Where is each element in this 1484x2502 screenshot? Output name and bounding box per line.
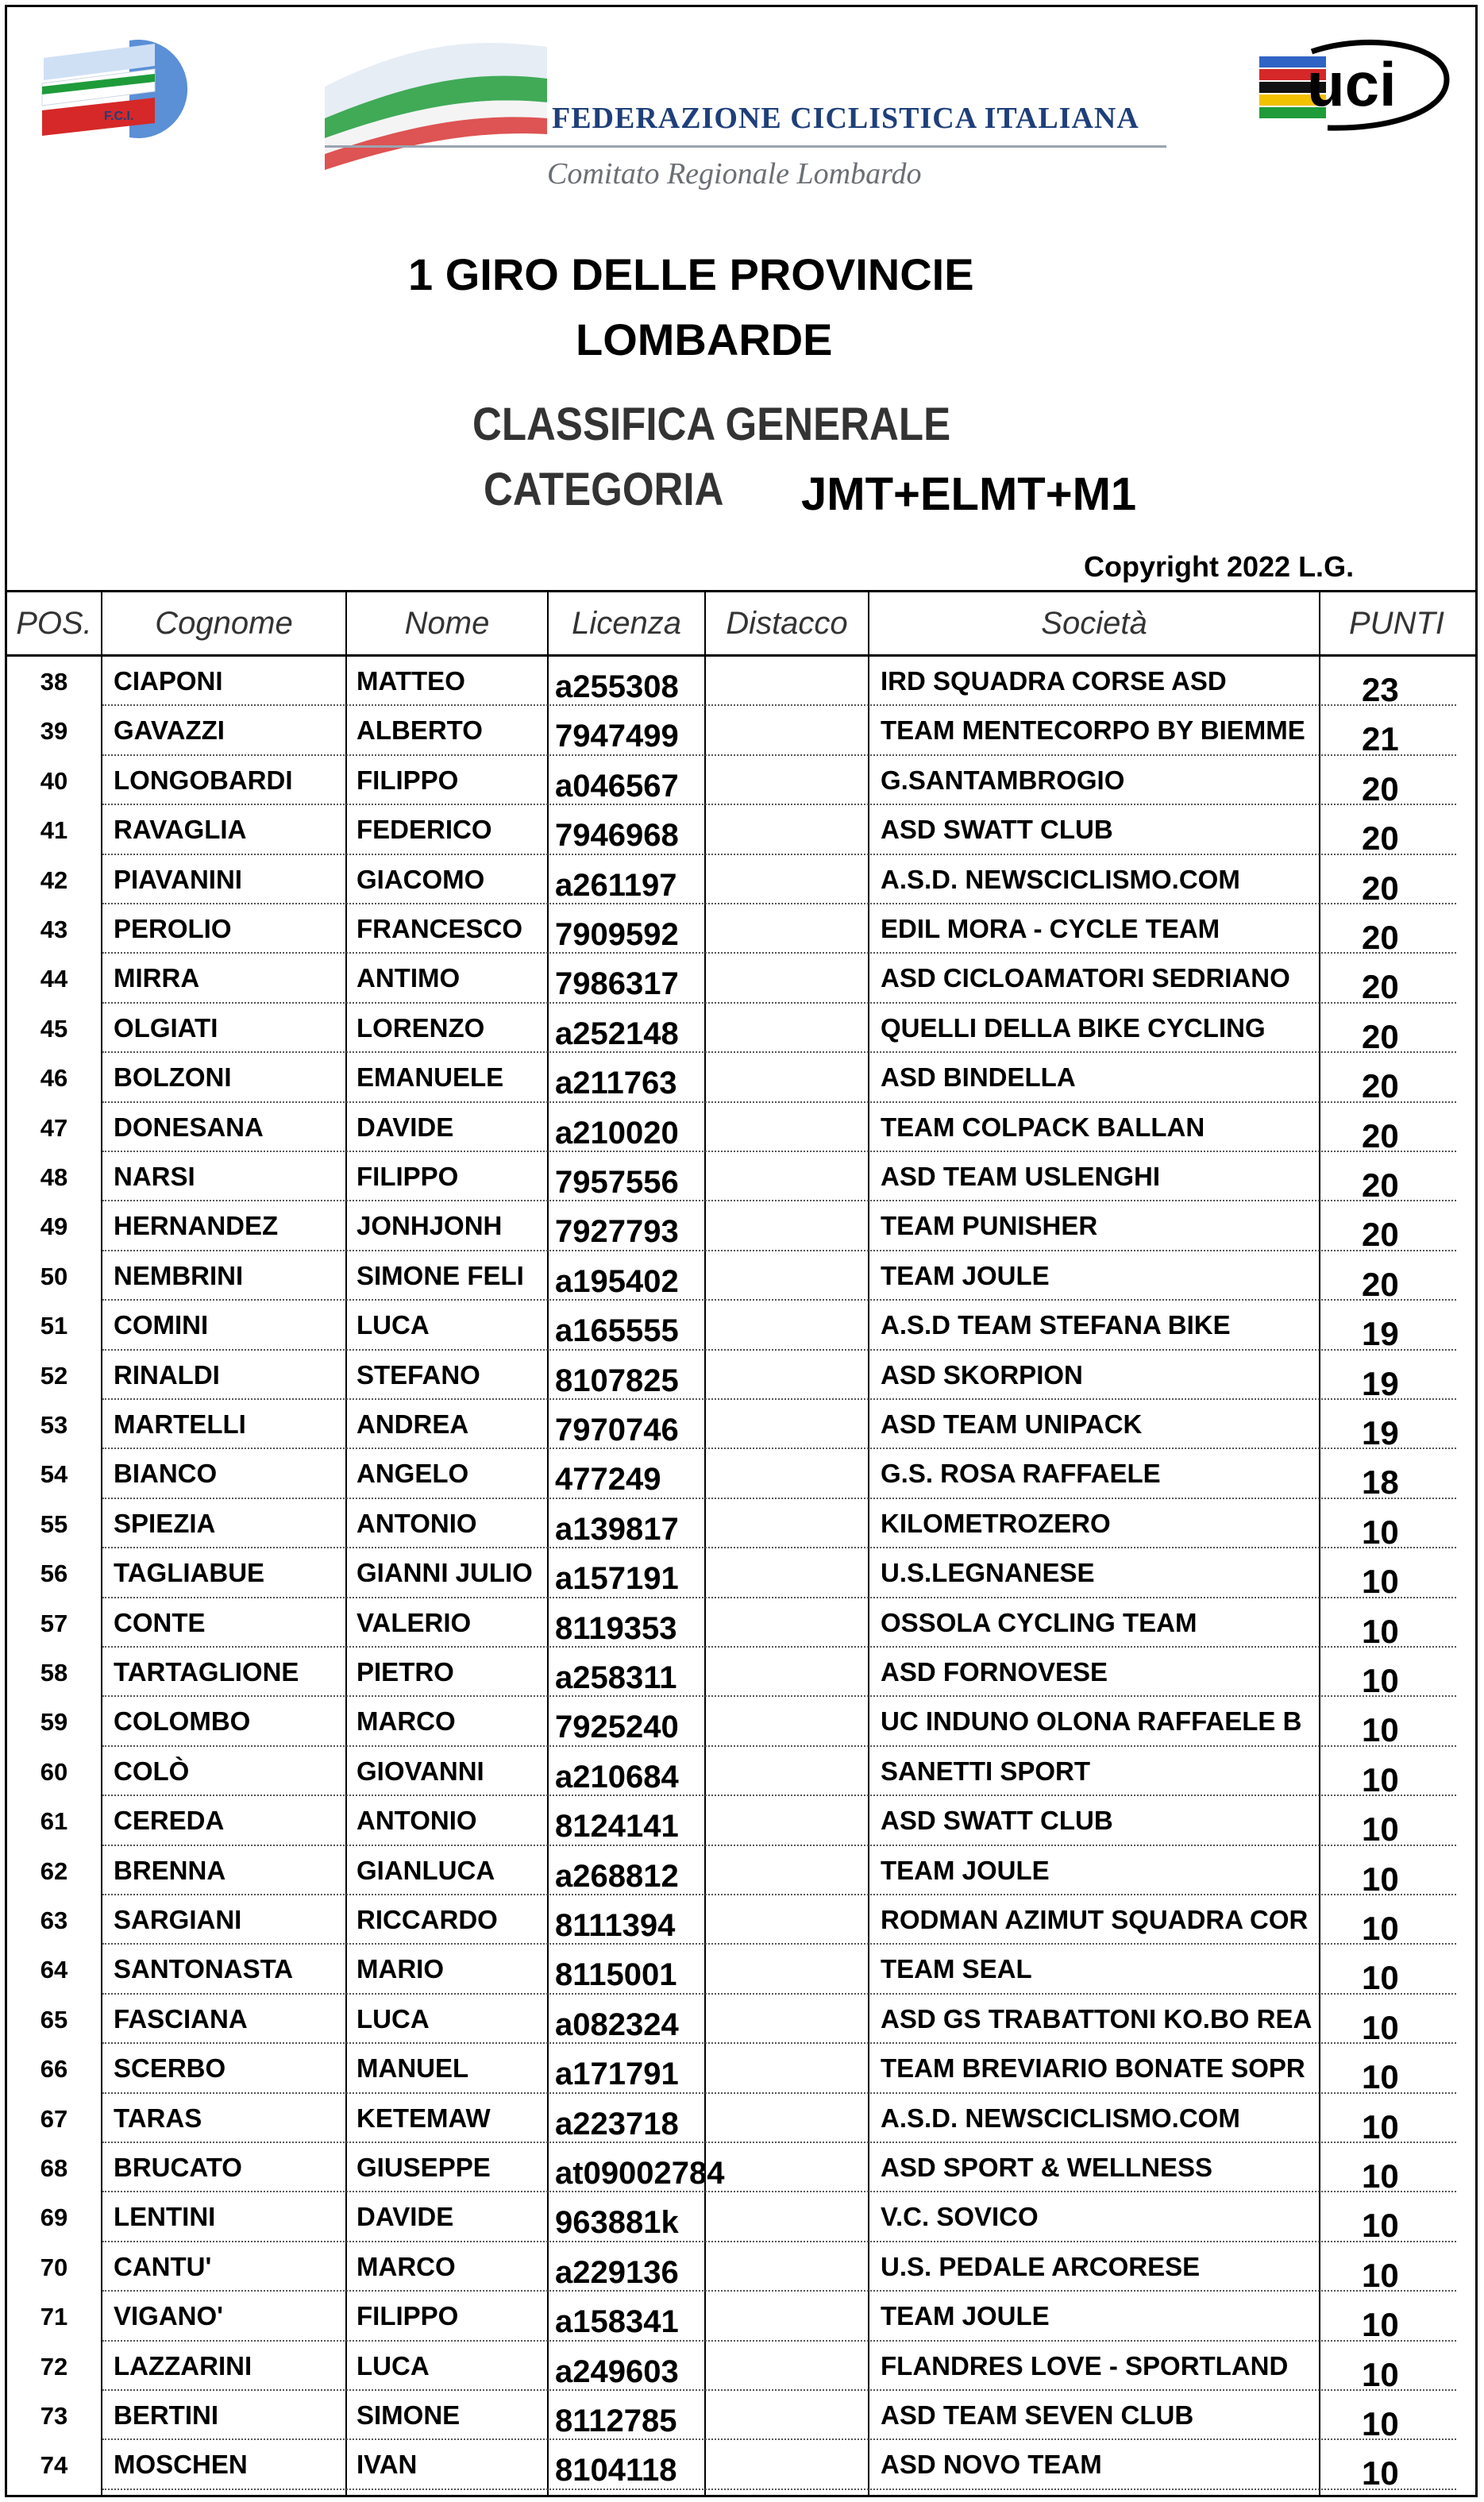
cell-licenza: a229136 xyxy=(555,2254,679,2290)
cell-cognome: MOSCHEN xyxy=(114,2450,248,2480)
cell-pos: 47 xyxy=(40,1113,68,1142)
cell-punti: 10 xyxy=(1362,1959,1399,1997)
cell-pos: 46 xyxy=(40,1064,68,1093)
cell-societa: TEAM COLPACK BALLAN xyxy=(881,1112,1205,1142)
cell-punti: 10 xyxy=(1362,2306,1399,2344)
cell-societa: V.C. SOVICO xyxy=(881,2202,1039,2232)
table-row xyxy=(7,1251,1475,1301)
cell-pos: 52 xyxy=(40,1361,68,1390)
cell-punti: 10 xyxy=(1362,2157,1399,2195)
table-row xyxy=(7,1598,1475,1648)
cell-punti: 10 xyxy=(1362,1563,1399,1601)
cell-licenza: a210020 xyxy=(555,1115,679,1151)
cell-cognome: LAZZARINI xyxy=(114,2350,252,2381)
cell-pos: 66 xyxy=(40,2055,68,2084)
cell-societa: ASD CICLOAMATORI SEDRIANO xyxy=(881,963,1290,993)
cell-societa: ASD BINDELLA xyxy=(881,1062,1076,1093)
cell-licenza: a171791 xyxy=(555,2057,679,2092)
table-row xyxy=(7,1103,1475,1155)
column-header-distacco: Distacco xyxy=(726,606,848,641)
cell-nome: SIMONE FELI xyxy=(357,1260,524,1290)
cell-nome: FILIPPO xyxy=(357,765,459,795)
cell-cognome: BRENNA xyxy=(114,1855,226,1885)
cell-societa: KILOMETROZERO xyxy=(881,1508,1111,1538)
cell-punti: 10 xyxy=(1362,1760,1399,1798)
cell-licenza: 7927793 xyxy=(555,1214,679,1250)
cell-punti: 10 xyxy=(1362,2207,1399,2245)
cell-licenza: a158341 xyxy=(555,2304,679,2340)
cell-cognome: FASCIANA xyxy=(114,2003,248,2034)
cell-nome: MARCO xyxy=(357,2251,456,2281)
cell-licenza: 7970746 xyxy=(555,1413,679,1448)
cell-societa: A.S.D TEAM STEFANA BIKE xyxy=(881,1310,1231,1340)
cell-pos: 62 xyxy=(40,1856,68,1885)
cell-nome: ANTONIO xyxy=(357,1508,477,1538)
table-header xyxy=(7,590,1475,657)
cell-cognome: OLGIATI xyxy=(114,1012,218,1043)
cell-nome: MARCO xyxy=(357,1706,456,1737)
table-row xyxy=(7,1499,1475,1551)
cell-licenza: 7925240 xyxy=(555,1710,679,1745)
cell-pos: 72 xyxy=(40,2352,68,2381)
cell-cognome: BRUCATO xyxy=(114,2153,242,2182)
cell-nome: ANDREA xyxy=(357,1409,469,1439)
table-row xyxy=(7,657,1475,706)
cell-punti: 19 xyxy=(1362,1414,1399,1451)
cell-pos: 55 xyxy=(40,1509,68,1538)
cell-cognome: HERNANDEZ xyxy=(114,1211,279,1241)
cell-societa: QUELLI DELLA BIKE CYCLING xyxy=(881,1012,1266,1043)
cell-licenza: a249603 xyxy=(555,2354,679,2389)
cell-nome: LUCA xyxy=(357,1310,430,1340)
cell-licenza: a223718 xyxy=(555,2106,679,2142)
cell-cognome: TAGLIABUE xyxy=(114,1558,265,1588)
cell-nome: FEDERICO xyxy=(357,815,492,845)
cell-cognome: VIGANO' xyxy=(114,2301,224,2331)
committee-name: Comitato Regionale Lombardo xyxy=(547,157,922,191)
cell-nome: KETEMAW xyxy=(357,2103,491,2133)
cell-cognome: BERTINI xyxy=(114,2400,218,2430)
cell-licenza: 8111394 xyxy=(555,1908,676,1943)
cell-societa: SANETTI SPORT xyxy=(881,1756,1091,1786)
cell-pos: 70 xyxy=(40,2253,68,2281)
table-row xyxy=(7,1548,1475,1601)
cell-pos: 68 xyxy=(40,2154,68,2182)
cell-licenza: 7909592 xyxy=(555,917,679,952)
cell-societa: U.S. PEDALE ARCORESE xyxy=(881,2251,1201,2281)
table-row xyxy=(7,2342,1475,2391)
cell-societa: TEAM JOULE xyxy=(881,1260,1050,1290)
cell-societa: FLANDRES LOVE - SPORTLAND xyxy=(881,2350,1289,2381)
cell-societa: ASD TEAM SEVEN CLUB xyxy=(881,2400,1194,2430)
cell-punti: 10 xyxy=(1362,2008,1399,2046)
cell-cognome: DONESANA xyxy=(114,1112,264,1142)
cell-pos: 60 xyxy=(40,1757,68,1786)
cell-pos: 40 xyxy=(40,766,68,795)
table-row xyxy=(7,2044,1475,2096)
cell-cognome: PIAVANINI xyxy=(114,864,242,894)
table-row xyxy=(7,954,1475,1006)
cell-licenza: 8112785 xyxy=(555,2404,677,2438)
cell-nome: RICCARDO xyxy=(357,1905,498,1934)
cell-licenza: 7986317 xyxy=(555,966,679,1002)
table-row xyxy=(7,1747,1475,1796)
cell-licenza: a210684 xyxy=(555,1759,679,1795)
cell-societa: TEAM PUNISHER xyxy=(881,1211,1098,1241)
cell-pos: 59 xyxy=(40,1708,68,1737)
cell-licenza: a139817 xyxy=(555,1511,679,1547)
cell-societa: ASD GS TRABATTONI KO.BO REA xyxy=(881,2003,1312,2034)
cell-pos: 71 xyxy=(40,2303,68,2331)
cell-nome: LUCA xyxy=(357,2350,430,2381)
cell-nome: DAVIDE xyxy=(357,2202,454,2232)
cell-pos: 57 xyxy=(40,1609,68,1637)
cell-licenza: 8124141 xyxy=(555,1809,679,1845)
cell-pos: 65 xyxy=(40,2005,68,2034)
table-row xyxy=(7,904,1475,954)
cell-societa: ASD SWATT CLUB xyxy=(881,1806,1113,1836)
cell-cognome: PEROLIO xyxy=(114,914,232,943)
cell-pos: 50 xyxy=(40,1262,68,1290)
classification-title: CLASSIFICA GENERALE xyxy=(472,399,951,450)
cell-nome: GIOVANNI xyxy=(357,1756,484,1786)
cell-pos: 39 xyxy=(40,717,68,746)
cell-licenza: a261197 xyxy=(555,867,677,903)
table-row xyxy=(7,1152,1475,1204)
cell-punti: 10 xyxy=(1362,2454,1399,2492)
cell-nome: ALBERTO xyxy=(357,715,483,746)
cell-nome: STEFANO xyxy=(357,1359,480,1390)
cell-punti: 10 xyxy=(1362,2107,1399,2145)
cell-cognome: COLÒ xyxy=(114,1756,190,1786)
cell-punti: 20 xyxy=(1362,1166,1399,1204)
cell-societa: TEAM JOULE xyxy=(881,2301,1050,2331)
cell-nome: GIUSEPPE xyxy=(357,2153,491,2182)
cell-pos: 38 xyxy=(40,668,68,696)
cell-cognome: SCERBO xyxy=(114,2053,226,2084)
event-title-line2: LOMBARDE xyxy=(576,314,833,364)
cell-pos: 67 xyxy=(40,2104,68,2133)
cell-nome: PIETRO xyxy=(357,1657,454,1687)
cell-societa: U.S.LEGNANESE xyxy=(881,1558,1095,1588)
cell-societa: IRD SQUADRA CORSE ASD xyxy=(881,666,1227,696)
cell-cognome: MARTELLI xyxy=(114,1409,246,1439)
table-row xyxy=(7,2192,1475,2245)
cell-cognome: RINALDI xyxy=(114,1359,220,1390)
cell-punti: 10 xyxy=(1362,2058,1399,2096)
cell-societa: UC INDUNO OLONA RAFFAELE B xyxy=(881,1706,1302,1737)
cell-licenza: a157191 xyxy=(555,1561,679,1597)
table-row xyxy=(7,1648,1475,1697)
category-label: CATEGORIA xyxy=(484,464,724,515)
cell-nome: FILIPPO xyxy=(357,1162,459,1191)
cell-licenza: a082324 xyxy=(555,2007,679,2042)
cell-punti: 20 xyxy=(1362,1216,1399,1254)
cell-licenza: 8115001 xyxy=(555,1957,677,1993)
cell-pos: 44 xyxy=(40,965,68,993)
cell-licenza: 8119353 xyxy=(555,1610,677,1646)
cell-punti: 20 xyxy=(1362,919,1399,956)
cell-punti: 10 xyxy=(1362,2405,1399,2442)
cell-nome: LUCA xyxy=(357,2003,430,2034)
cell-punti: 23 xyxy=(1362,671,1399,708)
cell-nome: FRANCESCO xyxy=(357,914,523,943)
table-row xyxy=(7,2391,1475,2440)
cell-cognome: BIANCO xyxy=(114,1459,218,1489)
cell-punti: 20 xyxy=(1362,769,1399,808)
cell-licenza: 7957556 xyxy=(555,1165,679,1200)
svg-text:uci: uci xyxy=(1307,49,1397,119)
cell-pos: 54 xyxy=(40,1460,68,1489)
cell-cognome: RAVAGLIA xyxy=(114,815,247,845)
cell-punti: 10 xyxy=(1362,1513,1399,1551)
cell-cognome: SARGIANI xyxy=(114,1905,242,1934)
table-row xyxy=(7,1449,1475,1502)
cell-nome: ANGELO xyxy=(357,1459,469,1489)
table-row xyxy=(7,1697,1475,1749)
cell-nome: IVAN xyxy=(357,2450,418,2480)
federation-name: FEDERAZIONE CICLISTICA ITALIANA xyxy=(552,102,1139,135)
table-row xyxy=(7,2143,1475,2195)
table-row xyxy=(7,855,1475,907)
cell-societa: EDIL MORA - CYCLE TEAM xyxy=(881,914,1220,943)
cell-societa: G.S. ROSA RAFFAELE xyxy=(881,1459,1161,1489)
cell-cognome: LENTINI xyxy=(114,2202,216,2232)
cell-nome: DAVIDE xyxy=(357,1112,454,1142)
cell-nome: LORENZO xyxy=(357,1012,485,1043)
column-header-pos: POS. xyxy=(16,606,92,641)
cell-nome: ANTONIO xyxy=(357,1806,477,1836)
cell-pos: 51 xyxy=(40,1312,68,1340)
copyright-note: Copyright 2022 L.G. xyxy=(1084,550,1355,583)
cell-punti: 10 xyxy=(1362,2355,1399,2393)
table-row xyxy=(7,1995,1475,2044)
cell-pos: 49 xyxy=(40,1212,68,1241)
cell-cognome: NARSI xyxy=(114,1162,195,1191)
table-row xyxy=(7,1351,1475,1400)
cell-punti: 10 xyxy=(1362,1910,1399,1947)
cell-cognome: CANTU' xyxy=(114,2251,212,2281)
cell-licenza: a211763 xyxy=(555,1066,677,1101)
cell-punti: 20 xyxy=(1362,1017,1399,1055)
cell-punti: 18 xyxy=(1362,1463,1399,1502)
cell-punti: 10 xyxy=(1362,1810,1399,1849)
cell-societa: ASD NOVO TEAM xyxy=(881,2450,1102,2480)
table-row xyxy=(7,1846,1475,1898)
table-row xyxy=(7,1301,1475,1353)
cell-societa: OSSOLA CYCLING TEAM xyxy=(881,1607,1197,1637)
cell-cognome: SANTONASTA xyxy=(114,1954,294,1984)
column-header-societa: Società xyxy=(1041,606,1147,641)
cell-licenza: 963881k xyxy=(555,2205,679,2241)
table-row xyxy=(7,2242,1475,2292)
cell-societa: ASD SPORT & WELLNESS xyxy=(881,2153,1213,2182)
cell-cognome: SPIEZIA xyxy=(114,1508,216,1538)
cell-nome: GIANNI JULIO xyxy=(357,1558,533,1588)
cell-nome: GIACOMO xyxy=(357,864,485,894)
cell-nome: MANUEL xyxy=(357,2053,469,2084)
cell-licenza: a195402 xyxy=(555,1263,679,1299)
column-header-cognome: Cognome xyxy=(155,606,293,641)
cell-pos: 48 xyxy=(40,1163,68,1191)
cell-punti: 19 xyxy=(1362,1364,1399,1402)
cell-cognome: COLOMBO xyxy=(114,1706,251,1737)
cell-nome: VALERIO xyxy=(357,1607,472,1637)
cell-cognome: GAVAZZI xyxy=(114,715,225,746)
cell-societa: ASD SKORPION xyxy=(881,1359,1083,1390)
cell-cognome: COMINI xyxy=(114,1310,209,1340)
table-row xyxy=(7,1004,1475,1053)
cell-cognome: BOLZONI xyxy=(114,1062,232,1093)
cell-punti: 20 xyxy=(1362,1067,1399,1105)
cell-societa: A.S.D. NEWSCICLISMO.COM xyxy=(881,2103,1240,2133)
cell-societa: TEAM SEAL xyxy=(881,1954,1032,1984)
cell-nome: ANTIMO xyxy=(357,963,461,993)
cell-pos: 41 xyxy=(40,816,68,845)
cell-licenza: a046567 xyxy=(555,768,679,804)
cell-societa: ASD FORNOVESE xyxy=(881,1657,1108,1687)
cell-nome: EMANUELE xyxy=(357,1062,504,1093)
table-row xyxy=(7,2094,1475,2143)
cell-societa: ASD SWATT CLUB xyxy=(881,815,1113,845)
cell-pos: 63 xyxy=(40,1906,68,1934)
cell-punti: 20 xyxy=(1362,968,1399,1006)
cell-pos: 64 xyxy=(40,1956,68,1984)
table-row xyxy=(7,1053,1475,1105)
column-header-licenza: Licenza xyxy=(572,606,681,641)
uci-logo xyxy=(1256,36,1455,139)
cell-cognome: TARAS xyxy=(114,2103,202,2133)
banner-divider xyxy=(325,145,1166,148)
table-row xyxy=(7,1796,1475,1849)
cell-nome: FILIPPO xyxy=(357,2301,459,2331)
cell-societa: ASD TEAM USLENGHI xyxy=(881,1162,1161,1191)
cell-pos: 42 xyxy=(40,865,68,894)
cell-pos: 74 xyxy=(40,2451,68,2480)
results-sheet xyxy=(5,5,1478,2497)
cell-punti: 20 xyxy=(1362,1116,1399,1155)
cell-nome: MARIO xyxy=(357,1954,444,1984)
cell-licenza: a258311 xyxy=(555,1660,677,1695)
fci-logo xyxy=(36,34,217,144)
cell-punti: 20 xyxy=(1362,819,1399,858)
table-row xyxy=(7,1945,1475,1997)
cell-licenza: a255308 xyxy=(555,669,679,704)
cell-pos: 73 xyxy=(40,2402,68,2430)
cell-nome: SIMONE xyxy=(357,2400,461,2430)
cell-pos: 69 xyxy=(40,2203,68,2232)
cell-licenza: 7947499 xyxy=(555,719,679,754)
cell-licenza: 8107825 xyxy=(555,1363,679,1398)
cell-licenza: 8104118 xyxy=(555,2453,677,2489)
cell-punti: 10 xyxy=(1362,1612,1399,1650)
cell-punti: 10 xyxy=(1362,2256,1399,2294)
cell-nome: GIANLUCA xyxy=(357,1855,495,1885)
table-row xyxy=(7,805,1475,858)
cell-pos: 58 xyxy=(40,1659,68,1687)
column-header-nome: Nome xyxy=(404,606,490,641)
cell-punti: 10 xyxy=(1362,1662,1399,1699)
category-value: JMT+ELMT+M1 xyxy=(801,468,1137,520)
cell-cognome: CIAPONI xyxy=(114,666,223,696)
cell-cognome: CONTE xyxy=(114,1607,206,1637)
cell-cognome: TARTAGLIONE xyxy=(114,1657,299,1687)
cell-societa: TEAM BREVIARIO BONATE SOPR xyxy=(881,2053,1305,2084)
cell-licenza: 477249 xyxy=(555,1462,661,1498)
cell-societa: G.SANTAMBROGIO xyxy=(881,765,1125,795)
row-divider xyxy=(102,2489,1456,2490)
cell-licenza: 7946968 xyxy=(555,818,679,854)
cell-pos: 56 xyxy=(40,1559,68,1588)
table-row xyxy=(7,1201,1475,1254)
cell-punti: 10 xyxy=(1362,1711,1399,1749)
cell-licenza: a165555 xyxy=(555,1313,679,1349)
cell-pos: 53 xyxy=(40,1411,68,1439)
cell-licenza: a268812 xyxy=(555,1858,679,1894)
cell-societa: TEAM MENTECORPO BY BIEMME xyxy=(881,715,1305,746)
column-header-punti: PUNTI xyxy=(1349,606,1444,641)
cell-nome: MATTEO xyxy=(357,666,465,696)
cell-nome: JONHJONH xyxy=(357,1211,503,1241)
cell-pos: 43 xyxy=(40,916,68,943)
results-table xyxy=(7,590,1475,2492)
cell-cognome: LONGOBARDI xyxy=(114,765,293,795)
cell-societa: TEAM JOULE xyxy=(881,1855,1050,1885)
table-row xyxy=(7,1895,1475,1945)
cell-societa: ASD TEAM UNIPACK xyxy=(881,1409,1143,1439)
cell-societa: A.S.D. NEWSCICLISMO.COM xyxy=(881,864,1240,894)
cell-cognome: NEMBRINI xyxy=(114,1260,244,1290)
cell-cognome: MIRRA xyxy=(114,963,200,993)
cell-pos: 61 xyxy=(40,1807,68,1836)
cell-punti: 10 xyxy=(1362,1860,1399,1898)
cell-punti: 19 xyxy=(1362,1315,1399,1353)
table-row xyxy=(7,2292,1475,2344)
cell-licenza: a252148 xyxy=(555,1016,679,1051)
table-row xyxy=(7,2440,1475,2492)
cell-licenza: at09002784 xyxy=(555,2156,725,2191)
event-title-line1: 1 GIRO DELLE PROVINCIE xyxy=(408,249,974,299)
table-row xyxy=(7,706,1475,758)
table-row xyxy=(7,1400,1475,1449)
cell-pos: 45 xyxy=(40,1014,68,1043)
cell-punti: 20 xyxy=(1362,869,1399,907)
cell-punti: 21 xyxy=(1362,720,1399,758)
cell-cognome: CEREDA xyxy=(114,1806,225,1836)
svg-text:F.C.I.: F.C.I. xyxy=(104,110,134,123)
cell-societa: RODMAN AZIMUT SQUADRA COR xyxy=(881,1905,1309,1934)
cell-punti: 20 xyxy=(1362,1265,1399,1303)
table-row xyxy=(7,756,1475,808)
